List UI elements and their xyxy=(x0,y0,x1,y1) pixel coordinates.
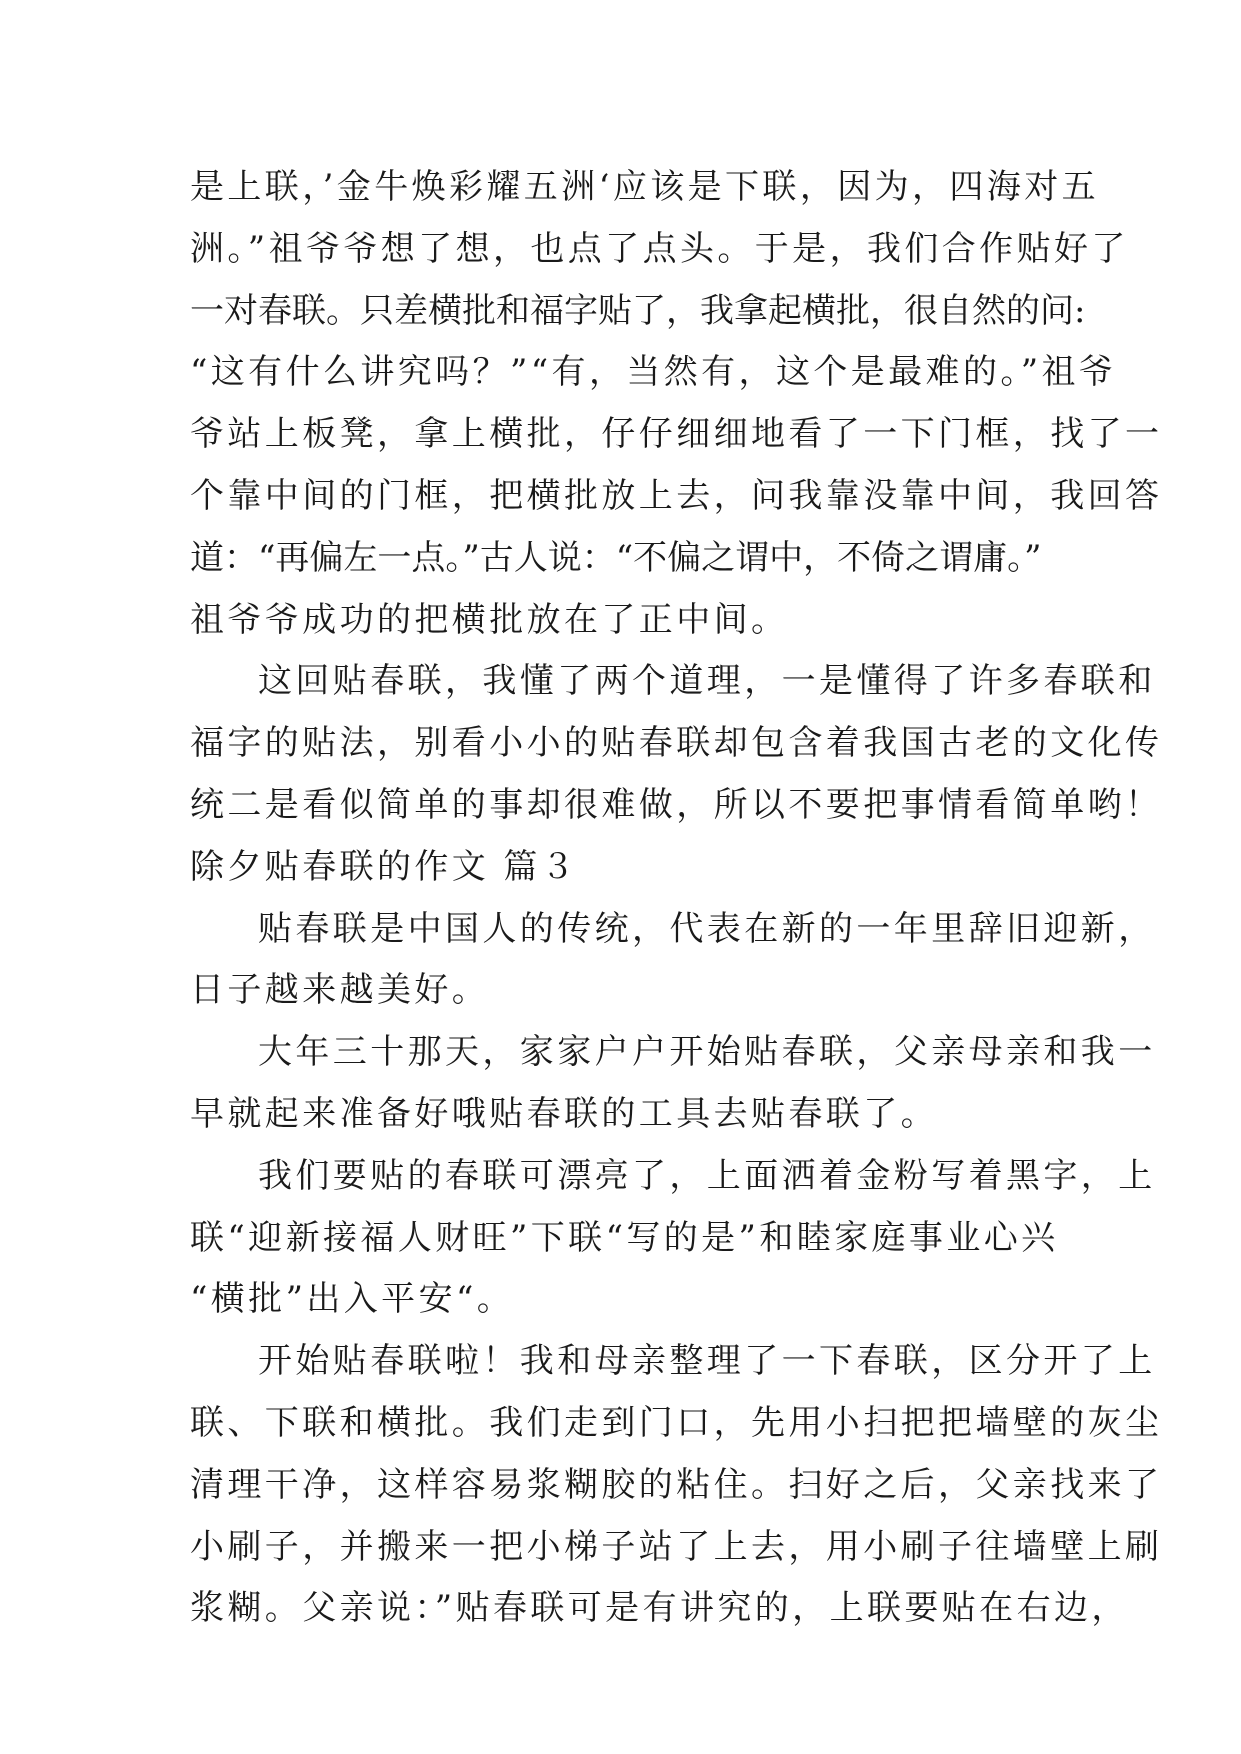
text-line: 一对春联。只差横批和福字贴了，我拿起横批，很自然的问: xyxy=(190,290,1086,331)
text-line: 洲。”祖爷爷想了想，也点了点头。于是，我们合作贴好了 xyxy=(190,228,1129,269)
text-line: 统二是看似简单的事却很难做，所以不要把事情看简单哟！ xyxy=(190,784,1163,825)
text-line: 爷站上板凳，拿上横批，仔仔细细地看了一下门框，找了一 xyxy=(190,414,1163,455)
paragraph-first-line: 开始贴春联啦！我和母亲整理了一下春联，区分开了上 xyxy=(258,1341,1156,1382)
text-line: 小刷子，并搬来一把小梯子站了上去，用小刷子往墙壁上刷 xyxy=(190,1526,1163,1567)
text-line: “横批”出入平安“。 xyxy=(190,1279,515,1320)
section-heading: 除夕贴春联的作文 篇３ xyxy=(190,846,579,887)
text-line: 道：“再偏左一点。”古人说：“不偏之谓中，不倚之谓庸。” xyxy=(190,537,1042,578)
text-line: 是上联，’金牛焕彩耀五洲‘应该是下联，因为，四海对五 xyxy=(190,167,1100,207)
text-line: 福字的贴法，别看小小的贴春联却包含着我国古老的文化传 xyxy=(190,723,1163,764)
text-line: 联“迎新接福人财旺”下联“写的是”和睦家庭事业心兴 xyxy=(190,1217,1059,1258)
text-line: 祖爷爷成功的把横批放在了正中间。 xyxy=(190,599,789,640)
text-line: 日子越来越美好。 xyxy=(190,970,490,1011)
paragraph-first-line: 大年三十那天，家家户户开始贴春联，父亲母亲和我一 xyxy=(258,1032,1156,1073)
text-line: “这有什么讲究吗？”“有，当然有，这个是最难的。”祖爷 xyxy=(190,352,1117,393)
paragraph-first-line: 贴春联是中国人的传统，代表在新的一年里辞旧迎新， xyxy=(258,908,1156,949)
text-line: 浆糊。父亲说：”贴春联可是有讲究的，上联要贴在右边， xyxy=(190,1588,1129,1629)
text-line: 早就起来准备好哦贴春联的工具去贴春联了。 xyxy=(190,1093,938,1134)
text-line: 清理干净，这样容易浆糊胶的粘住。扫好之后，父亲找来了 xyxy=(190,1464,1163,1505)
document-body xyxy=(190,157,1163,1640)
paragraph-first-line: 我们要贴的春联可漂亮了，上面洒着金粉写着黑字，上 xyxy=(258,1155,1156,1196)
text-line: 联、下联和横批。我们走到门口，先用小扫把把墙壁的灰尘 xyxy=(190,1402,1163,1443)
text-line: 个靠中间的门框，把横批放上去，问我靠没靠中间，我回答 xyxy=(190,475,1163,516)
paragraph-first-line: 这回贴春联，我懂了两个道理，一是懂得了许多春联和 xyxy=(258,661,1156,702)
